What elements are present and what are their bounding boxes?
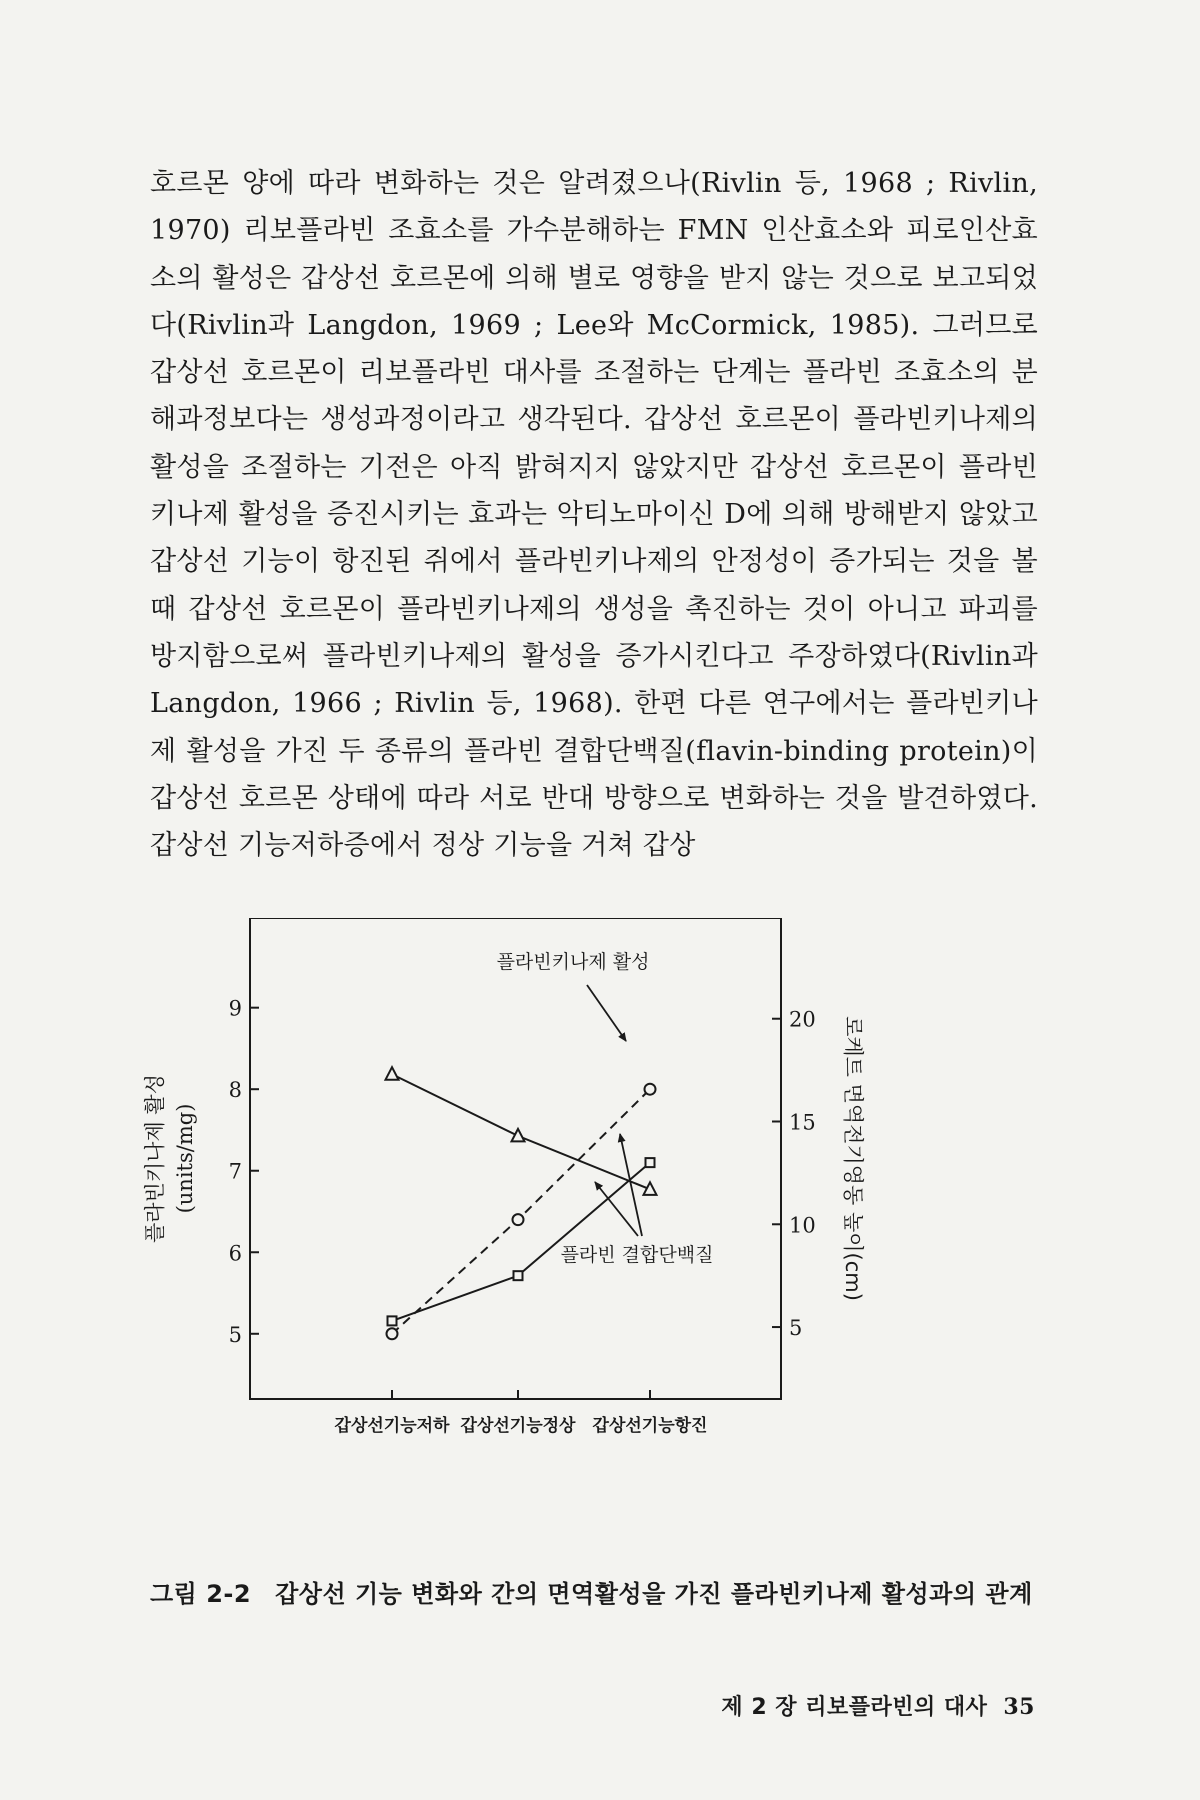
series-point-circle (513, 1214, 524, 1225)
left-tick-label: 7 (228, 1159, 242, 1184)
annotation-arrow-activity (587, 985, 626, 1041)
body-paragraph: 호르몬 양에 따라 변화하는 것은 알려졌으나(Rivlin 등, 1968 ; Rivlin, 1970) 리보플라빈 조효소를 가수분해하는 FMN 인산효소와 피로인산효소의 활성은 갑상선 호르몬에 의해 별로 영향을 받지 않는 것으로 보고되었다(Rivlin과 Langdon, 1969 ; Lee와 McCormick, 1985). 그러므로 갑상선 호르몬이 리보플라빈 대사를 조절하는 단계는 플라빈 조효소의 분해과정보다는 생성과정이라고 생각된다. 갑상선 호르몬이 플라빈키나제의 활성을 조절하는 기전은 아직 밝혀지지 않았지만 갑상선 호르몬이 플라빈키나제 활성을 증진시키는 효과는 악티노마이신 D에 의해 방해받지 않았고 갑상선 기능이 항진된 쥐에서 플라빈키나제의 안정성이 증가되는 것을 볼 때 갑상선 호르몬이 플라빈키나제의 생성을 촉진하는 것이 아니고 파괴를 방지함으로써 플라빈키나제의 활성을 증가시킨다고 주장하였다(Rivlin과 Langdon, 1966 ; Rivlin 등, 1968). 한편 다른 연구에서는 플라빈키나제 활성을 가진 두 종류의 플라빈 결합단백질(flavin-binding protein)이 갑상선 호르몬 상태에 따라 서로 반대 방향으로 변화하는 것을 발견하였다. 갑상선 기능저하증에서 정상 기능을 거쳐 갑상 (150, 168, 1038, 862)
right-tick-label: 15 (789, 1110, 816, 1135)
chart (140, 918, 1040, 1560)
series-point-triangle (512, 1129, 525, 1142)
series-point-square (388, 1316, 397, 1325)
right-axis-title: 로케트 면역전기영동 높이(cm) (841, 1016, 865, 1301)
series-line-3 (392, 1163, 650, 1321)
series-point-square (514, 1271, 523, 1280)
left-tick-label: 6 (228, 1241, 242, 1266)
x-tick-label: 갑상선기능저하 (334, 1416, 450, 1436)
left-tick-label: 9 (228, 996, 242, 1021)
page-footer (721, 1690, 1035, 1721)
figure-2-2 (140, 918, 1040, 1560)
figure-caption (150, 1574, 1033, 1609)
page-number: 35 (1003, 1694, 1035, 1720)
left-tick-label: 5 (228, 1322, 242, 1347)
series-point-square (646, 1158, 655, 1167)
caption-number: 그림 2-2 (150, 1580, 252, 1608)
left-axis-unit: (units/mg) (173, 1103, 197, 1214)
caption-text: 갑상선 기능 변화와 간의 면역활성을 가진 플라빈키나제 활성과의 관계 (275, 1580, 1033, 1608)
body-text (150, 160, 1038, 869)
x-tick-label: 갑상선기능항진 (592, 1416, 708, 1436)
plot-frame (250, 918, 781, 1399)
series-point-triangle (644, 1182, 657, 1195)
series-line-2 (392, 1074, 650, 1189)
annotation-activity: 플라빈키나제 활성 (496, 951, 650, 973)
left-axis-title: 플라빈키나제 활성 (143, 1074, 167, 1243)
running-head: 제 2 장 리보플라빈의 대사 (721, 1695, 988, 1720)
series-point-circle (387, 1328, 398, 1339)
left-tick-label: 8 (228, 1078, 242, 1103)
right-tick-label: 20 (789, 1007, 816, 1032)
series-point-triangle (386, 1067, 399, 1080)
annotation-binding: 플라빈 결합단백질 (560, 1244, 714, 1266)
series-line-1 (392, 1089, 650, 1334)
x-tick-label: 갑상선기능정상 (460, 1416, 576, 1436)
right-tick-label: 10 (789, 1213, 816, 1238)
series-point-circle (645, 1084, 656, 1095)
right-tick-label: 5 (789, 1316, 803, 1341)
